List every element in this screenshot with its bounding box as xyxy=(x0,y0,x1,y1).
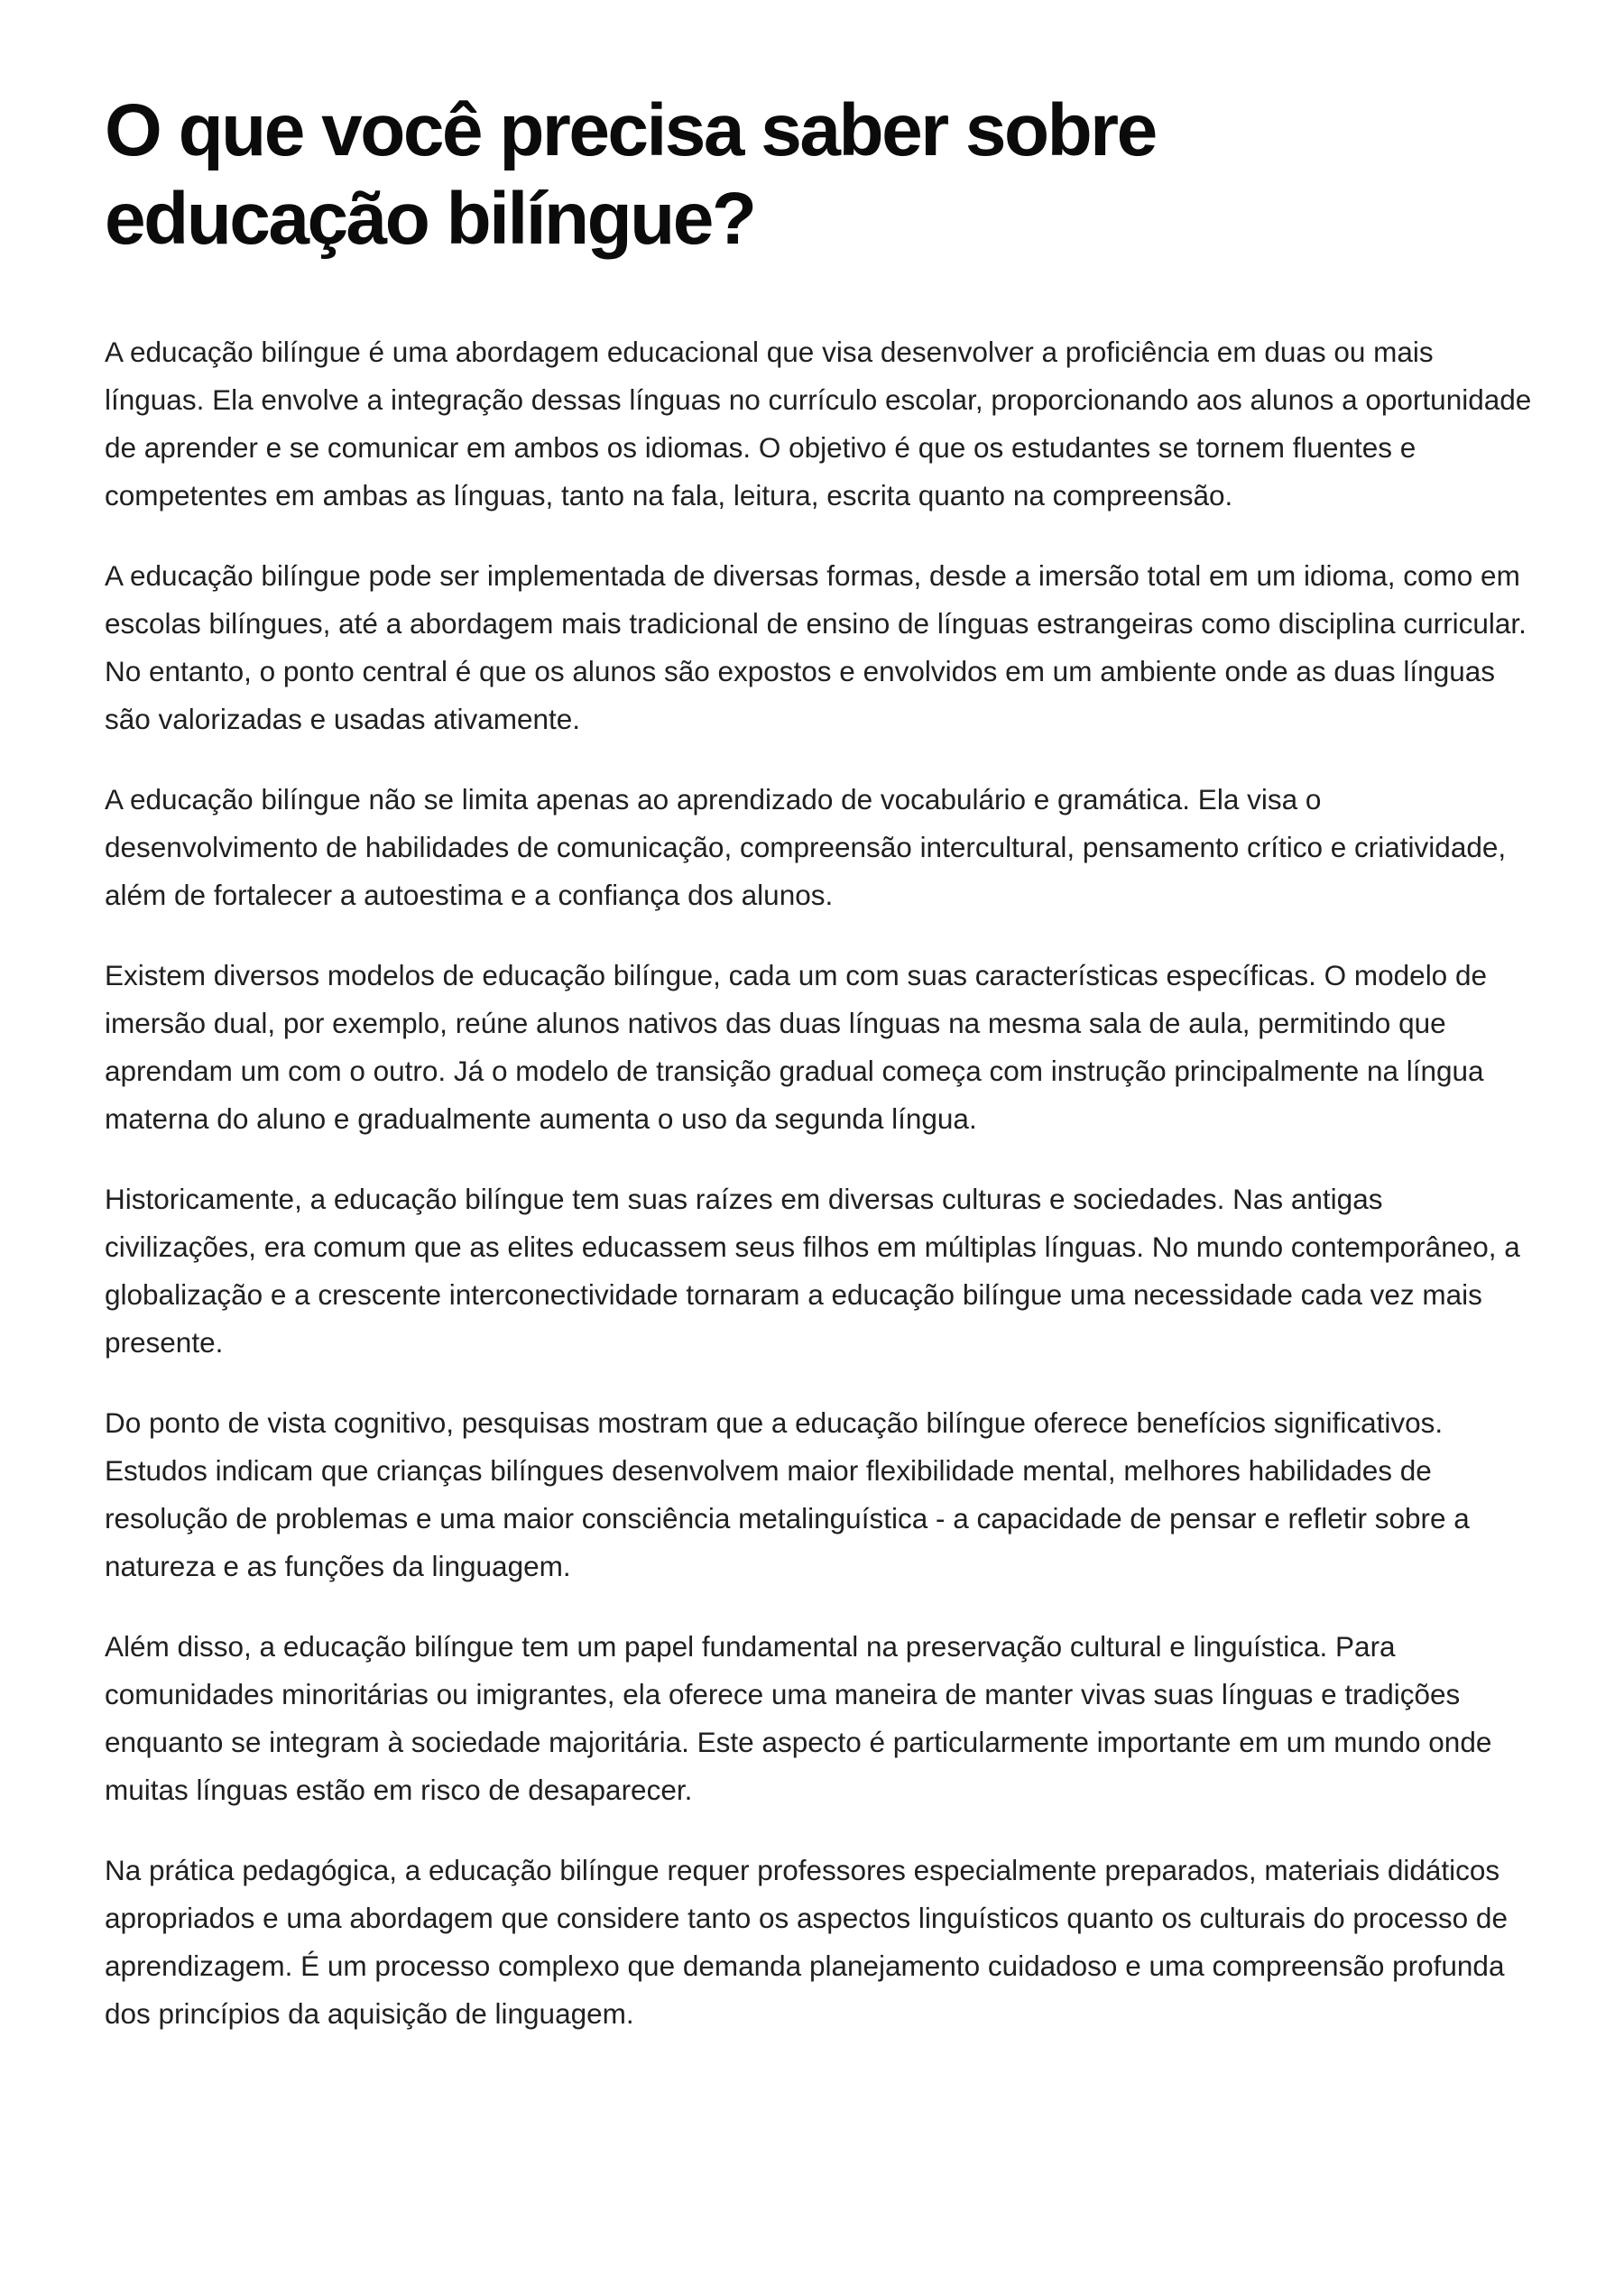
paragraph: Na prática pedagógica, a educação bilíngue requer professores especialmente preparados, materiais didáticos apropriados e uma abordagem que considere tanto os aspectos linguísticos quanto os culturais do processo de aprendizagem. É um processo complexo que demanda planejamento cuidadoso e uma compreensão profunda dos princípios da aquisição de linguagem. xyxy=(105,1854,1508,2030)
page-title: O que você precisa saber sobre educação bilíngue? xyxy=(105,89,1156,260)
paragraph: A educação bilíngue não se limita apenas ao aprendizado de vocabulário e gramática. Ela visa o desenvolvimento de habilidades de comunicação, compreensão intercultural, pensamento crítico e criatividade, além de fortalecer a autoestima e a confiança dos alunos. xyxy=(105,783,1507,911)
paragraph: Além disso, a educação bilíngue tem um papel fundamental na preservação cultural e linguística. Para comunidades minoritárias ou imigrantes, ela oferece uma maneira de manter vivas suas línguas e tradições enquanto se integram à sociedade majoritária. Este aspecto é particularmente importante em um mundo onde muitas línguas estão em risco de desaparecer. xyxy=(105,1630,1492,1806)
document-page xyxy=(105,87,1530,2070)
paragraph: Historicamente, a educação bilíngue tem suas raízes em diversas culturas e sociedades. Nas antigas civilizações, era comum que as elites educassem seus filhos em múltiplas línguas. No mundo contemporâneo, a globalização e a crescente interconectividade tornaram a educação bilíngue uma necessidade cada vez mais presente. xyxy=(105,1183,1520,1359)
paragraph: A educação bilíngue é uma abordagem educacional que visa desenvolver a proficiência em duas ou mais línguas. Ela envolve a integração dessas línguas no currículo escolar, proporcionando aos alunos a oportunidade de aprender e se comunicar em ambos os idiomas. O objetivo é que os estudantes se tornem fluentes e competentes em ambas as línguas, tanto na fala, leitura, escrita quanto na compreensão. xyxy=(105,336,1532,512)
paragraph: Existem diversos modelos de educação bilíngue, cada um com suas características específicas. O modelo de imersão dual, por exemplo, reúne alunos nativos das duas línguas na mesma sala de aula, permitindo que aprendam um com o outro. Já o modelo de transição gradual começa com instrução principalmente na língua materna do aluno e gradualmente aumenta o uso da segunda língua. xyxy=(105,959,1487,1135)
paragraph: A educação bilíngue pode ser implementada de diversas formas, desde a imersão total em um idioma, como em escolas bilíngues, até a abordagem mais tradicional de ensino de línguas estrangeiras como disciplina curricular. No entanto, o ponto central é que os alunos são expostos e envolvidos em um ambiente onde as duas línguas são valorizadas e usadas ativamente. xyxy=(105,559,1527,735)
paragraph: Do ponto de vista cognitivo, pesquisas mostram que a educação bilíngue oferece benefícios significativos. Estudos indicam que crianças bilíngues desenvolvem maior flexibilidade mental, melhores habilidades de resolução de problemas e uma maior consciência metalinguística - a capacidade de pensar e refletir sobre a natureza e as funções da linguagem. xyxy=(105,1406,1470,1582)
